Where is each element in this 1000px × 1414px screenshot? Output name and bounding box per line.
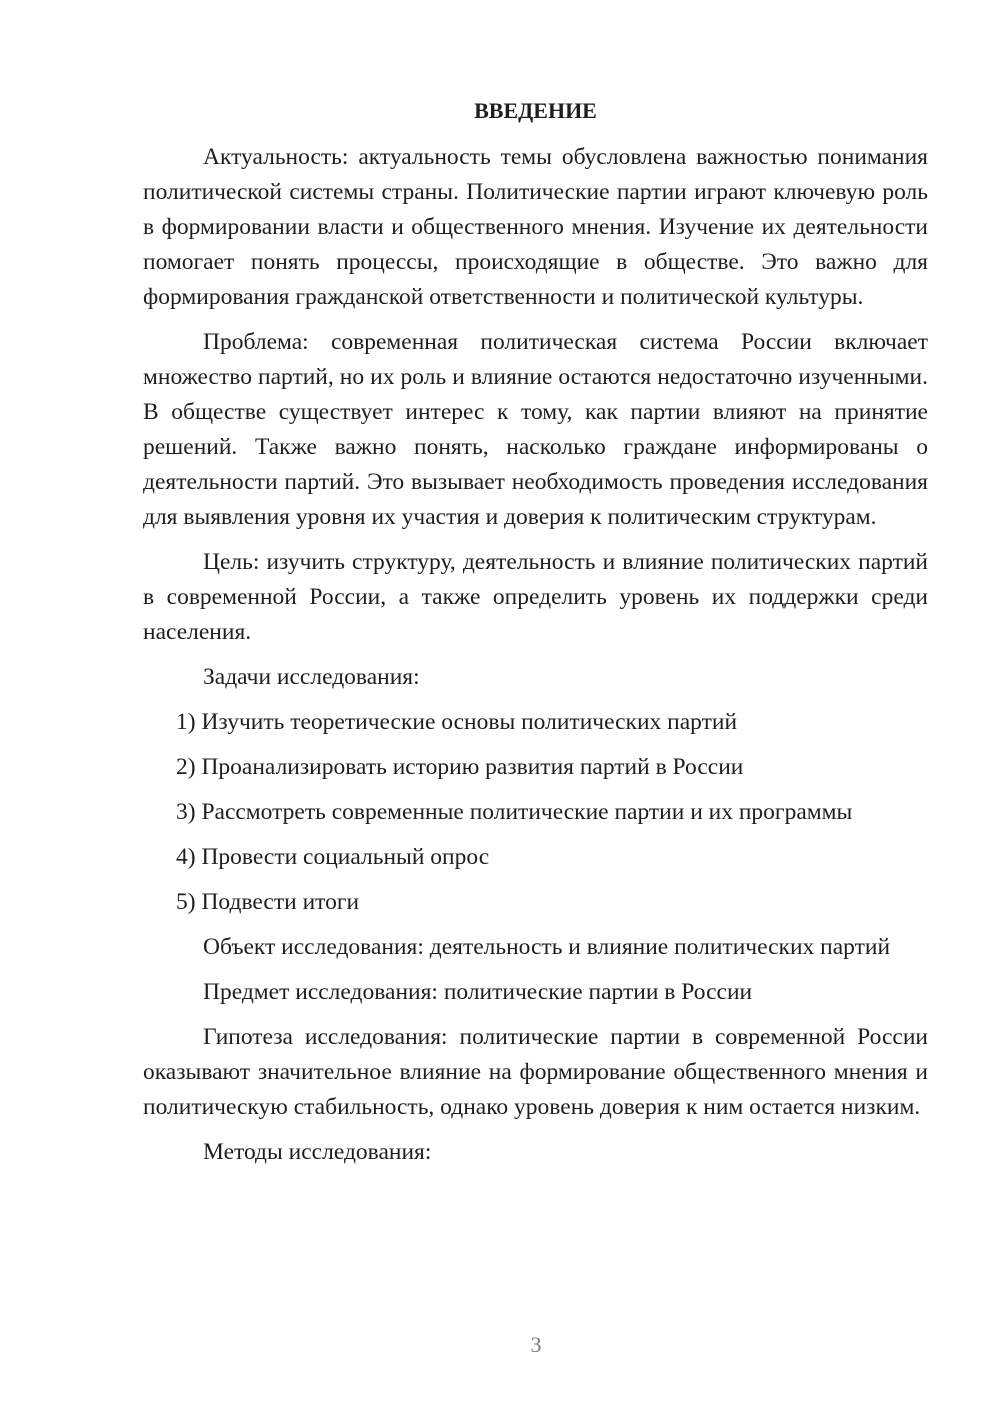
list-item: 1) Изучить теоретические основы политических партий <box>176 709 738 735</box>
list-item: 3) Рассмотреть современные политические партии и их программы <box>176 799 853 825</box>
tasks-list <box>143 705 928 920</box>
research-object: Объект исследования: деятельность и влияние политических партий <box>203 934 891 960</box>
tasks-heading: Задачи исследования: <box>203 664 420 690</box>
page-content <box>143 94 928 1180</box>
page-number: 3 <box>530 1332 542 1357</box>
list-item: 4) Провести социальный опрос <box>176 844 490 870</box>
hypothesis-paragraph: Гипотеза исследования: политические партии в современной России оказывают значительное влияние на формирование общественного мнения и политическую стабильность, однако уровень доверия к ним остается низким. <box>143 1024 928 1120</box>
research-subject: Предмет исследования: политические партии в России <box>203 979 753 1005</box>
relevance-paragraph: Актуальность: актуальность темы обусловлена важностью понимания политической системы страны. Политические партии играют ключевую роль в формировании власти и общественного мнения. Изучение их деятельности помогает понять процессы, происходящие в обществе. Это важно для формирования гражданской ответственности и политической культуры. <box>143 144 928 310</box>
list-item: 2) Проанализировать историю развития партий в России <box>176 754 744 780</box>
problem-paragraph: Проблема: современная политическая система России включает множество партий, но их роль и влияние остаются недостаточно изученными. В обществе существует интерес к тому, как партии влияют на принятие решений. Также важно понять, насколько граждане информированы о деятельности партий. Это вызывает необходимость проведения исследования для выявления уровня их участия и доверия к политическим структурам. <box>143 329 928 530</box>
goal-paragraph: Цель: изучить структуру, деятельность и влияние политических партий в современной России, а также определить уровень их поддержки среди населения. <box>143 549 928 645</box>
methods-heading: Методы исследования: <box>203 1139 432 1165</box>
page-title: ВВЕДЕНИЕ <box>474 98 597 123</box>
list-item: 5) Подвести итоги <box>176 889 360 915</box>
